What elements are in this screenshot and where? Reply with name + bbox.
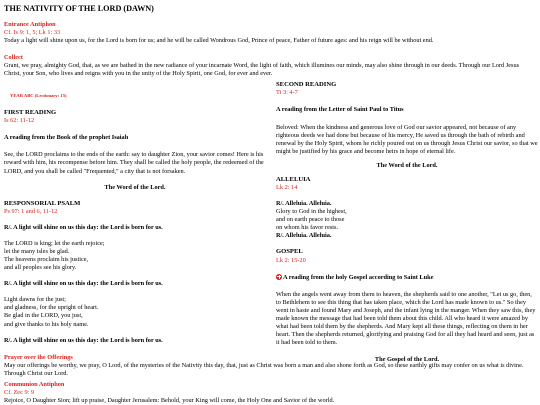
first-reading-intro: A reading from the Book of the prophet Isaiah [4, 134, 129, 142]
psalm-line: and give thanks to his holy name. [4, 320, 89, 328]
gospel-cross-icon [276, 274, 282, 280]
psalm-line: The heavens proclaim his justice, [4, 256, 89, 264]
psalm-line: and gladness, for the upright of heart. [4, 304, 99, 312]
psalm-response: R/. A light will shine on us this day: the Lord is born for us. [4, 336, 163, 344]
collect-text: Grant, we pray, almighty God, that, as we are bathed in the new radiance of your incarnate Word, the light of faith, which illumines our minds, may also shine through in our deeds. Through our Lord Jesus Christ, your Son, who lives and reigns with you in the unity of the Holy Spirit, one God, for ever and ever. [4, 62, 520, 78]
communion-label: Communion Antiphon [4, 381, 65, 388]
psalm-stanza-2 [4, 296, 266, 328]
first-reading-closing: The Word of the Lord. [104, 183, 166, 191]
alleluia-heading: ALLELUIA [276, 175, 311, 183]
psalm-heading: RESPONSORIAL PSALM [4, 199, 81, 207]
first-reading-text: See, the LORD proclaims to the ends of the earth: say to daughter Zion, your savior comes! Here is his reward with him, his recompense before him. They shall be called the holy people, the redeemed of the LORD, and you shall be called "Frequented," a city that is not forsaken. [4, 151, 264, 175]
alleluia-response: R/. Alleluia. Alleluia. [276, 200, 332, 208]
communion-cite: Cf. Zec 9: 9 [4, 389, 35, 397]
gospel-heading: GOSPEL [276, 248, 303, 256]
entrance-antiphon-cite: Cf. Is 9: 1, 5; Lk 1: 33 [4, 29, 61, 37]
entrance-antiphon [4, 21, 536, 45]
page-title: THE NATIVITY OF THE LORD (DAWN) [4, 4, 154, 13]
first-reading-heading: FIRST READING [4, 108, 57, 116]
entrance-antiphon-text: Today a light will shine upon us, for the Lord is born for us; and he will be called Wondrous God, Prince of peace, Father of future ages: and his reign will be without end. [4, 37, 434, 45]
second-reading-intro: A reading from the Letter of Saint Paul to Titus [276, 106, 404, 114]
gospel-closing: The Gospel of the Lord. [374, 356, 440, 364]
psalm-line: The LORD is king; let the earth rejoice; [4, 240, 105, 248]
entrance-antiphon-label: Entrance Antiphon [4, 21, 56, 28]
collect-label: Collect [4, 54, 23, 61]
offerings-text: May our offerings be worthy, we pray, O Lord, of the mysteries of the Nativity this day, that, just as Christ was born a man and also shone forth as God, so these earthly gifts may confer on us what is divine. Through Christ our Lord. [4, 362, 524, 378]
psalm-line: let the many isles be glad. [4, 248, 70, 256]
second-reading-closing: The Word of the Lord. [376, 161, 438, 169]
second-reading-heading: SECOND READING [276, 81, 337, 88]
communion-antiphon [4, 381, 536, 405]
psalm-stanza-1 [4, 240, 266, 272]
communion-text: Rejoice, O Daughter Sion; lift up praise, Daughter Jerusalem: Behold, your King will come, the Holy One and Savior of the world. [4, 397, 335, 405]
psalm-response: R/. A light will shine on us this day: the Lord is born for us. [4, 224, 163, 232]
offerings-label: Prayer over the Offerings [4, 354, 73, 361]
gospel-text: When the angels went away from them to heaven, the shepherds said to one another, "Let us go, then, to Bethlehem to see this thing that has taken place, which the Lord has made known to us." So they went in haste and found Mary and Joseph, and the infant lying in the manger. When they saw this, they made known the message that had been told them about this child. All who heard it were amazed by what had been told them by the shepherds. And Mary kept all these things, reflecting on them in her heart. Then the shepherds returned, glorifying and praising God for all they had heard and seen, just as it had been told to them. [276, 291, 536, 347]
psalm-line: and all peoples see his glory. [4, 264, 77, 272]
second-reading-text: Beloved: When the kindness and generous love of God our savior appeared, not because of any righteous deeds we had done but because of his mercy, He saved us through the bath of rebirth and renewal by the Holy Spirit, whom he richly poured out on us through Jesus Christ our savior, so that we might be justified by his grace and become heirs in hope of eternal life. [276, 123, 538, 155]
alleluia-response-end: R/. Alleluia. Alleluia. [276, 232, 332, 240]
psalm-line: Light dawns for the just; [4, 296, 66, 304]
readings-right-column [276, 81, 538, 372]
psalm-cite: Ps 97: 1 and 6, 11-12 [4, 208, 58, 216]
psalm-response: R/. A light will shine on us this day: the Lord is born for us. [4, 280, 163, 288]
gospel-intro-row [276, 274, 538, 282]
readings-left-column [4, 81, 266, 353]
prayer-over-offerings [4, 354, 536, 378]
collect [4, 54, 536, 78]
alleluia-cite: Lk 2: 14 [276, 184, 298, 192]
year-label: YEAR ABC (Lectionary: 15) [10, 93, 67, 98]
alleluia-line: on whom his favor rests. [276, 224, 339, 232]
psalm-line: Be glad in the LORD, you just, [4, 312, 83, 320]
gospel-cite: Lk 2: 15-20 [276, 256, 306, 264]
first-reading-cite: Is 62: 11-12 [4, 117, 35, 125]
alleluia-line: and on earth peace to those [276, 216, 345, 224]
gospel-intro: A reading from the holy Gospel according to Saint Luke [283, 273, 434, 281]
second-reading-cite: Ti 3: 4-7 [276, 89, 298, 97]
alleluia-line: Glory to God in the highest, [276, 208, 347, 216]
